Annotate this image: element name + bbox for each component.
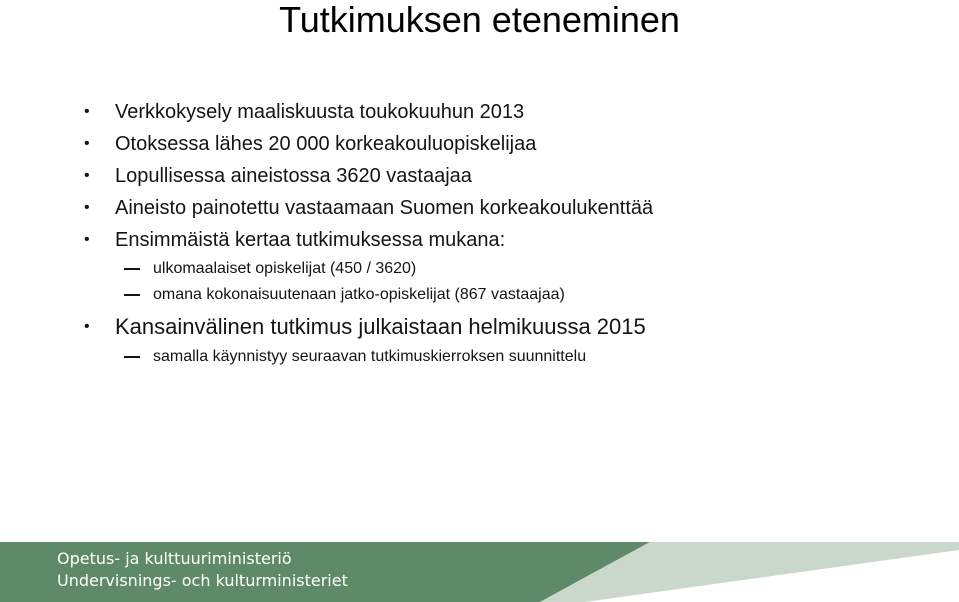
slide-title: Tutkimuksen eteneminen <box>279 0 680 40</box>
bullet-text: Verkkokysely maaliskuusta toukokuuhun 2013 <box>115 101 525 123</box>
bullet-item <box>84 310 944 344</box>
bullet-item <box>84 96 944 128</box>
ministry-name-swedish: Undervisnings- och kulturministeriet <box>57 571 348 590</box>
sub-bullet-item <box>84 282 944 308</box>
bullet-dot-icon: • <box>84 103 90 120</box>
bullet-text: Otoksessa lähes 20 000 korkeakouluopiskelijaa <box>115 133 537 155</box>
bullet-text: Lopullisessa aineistossa 3620 vastaajaa <box>115 165 472 187</box>
bullet-dot-icon: • <box>84 318 90 335</box>
bullet-item <box>84 224 944 256</box>
sub-bullet-text: omana kokonaisuutenaan jatko-opiskelijat (867 vastaajaa) <box>153 286 565 303</box>
sub-bullet-text: ulkomaalaiset opiskelijat (450 / 3620) <box>153 260 417 277</box>
bullet-item <box>84 128 944 160</box>
sub-bullet-text: samalla käynnistyy seuraavan tutkimuskierroksen suunnittelu <box>153 348 587 365</box>
footer-banner <box>0 542 959 602</box>
dash-icon <box>124 294 140 296</box>
ministry-name-finnish: Opetus- ja kulttuuriministeriö <box>57 549 292 568</box>
bullet-dot-icon: • <box>84 135 90 152</box>
bullet-text: Ensimmäistä kertaa tutkimuksessa mukana: <box>115 229 506 251</box>
bullet-item <box>84 160 944 192</box>
sub-bullet-item <box>84 344 944 370</box>
bullet-dot-icon: • <box>84 167 90 184</box>
dash-icon <box>124 268 140 270</box>
bullet-text: Aineisto painotettu vastaamaan Suomen korkeakoulukenttää <box>115 197 654 219</box>
sub-bullet-item <box>84 256 944 282</box>
bullet-list <box>84 96 944 370</box>
ministry-name <box>57 548 348 592</box>
bullet-text: Kansainvälinen tutkimus julkaistaan helmikuussa 2015 <box>115 314 646 339</box>
bullet-dot-icon: • <box>84 231 90 248</box>
bullet-dot-icon: • <box>84 199 90 216</box>
bullet-item <box>84 192 944 224</box>
dash-icon <box>124 356 140 358</box>
